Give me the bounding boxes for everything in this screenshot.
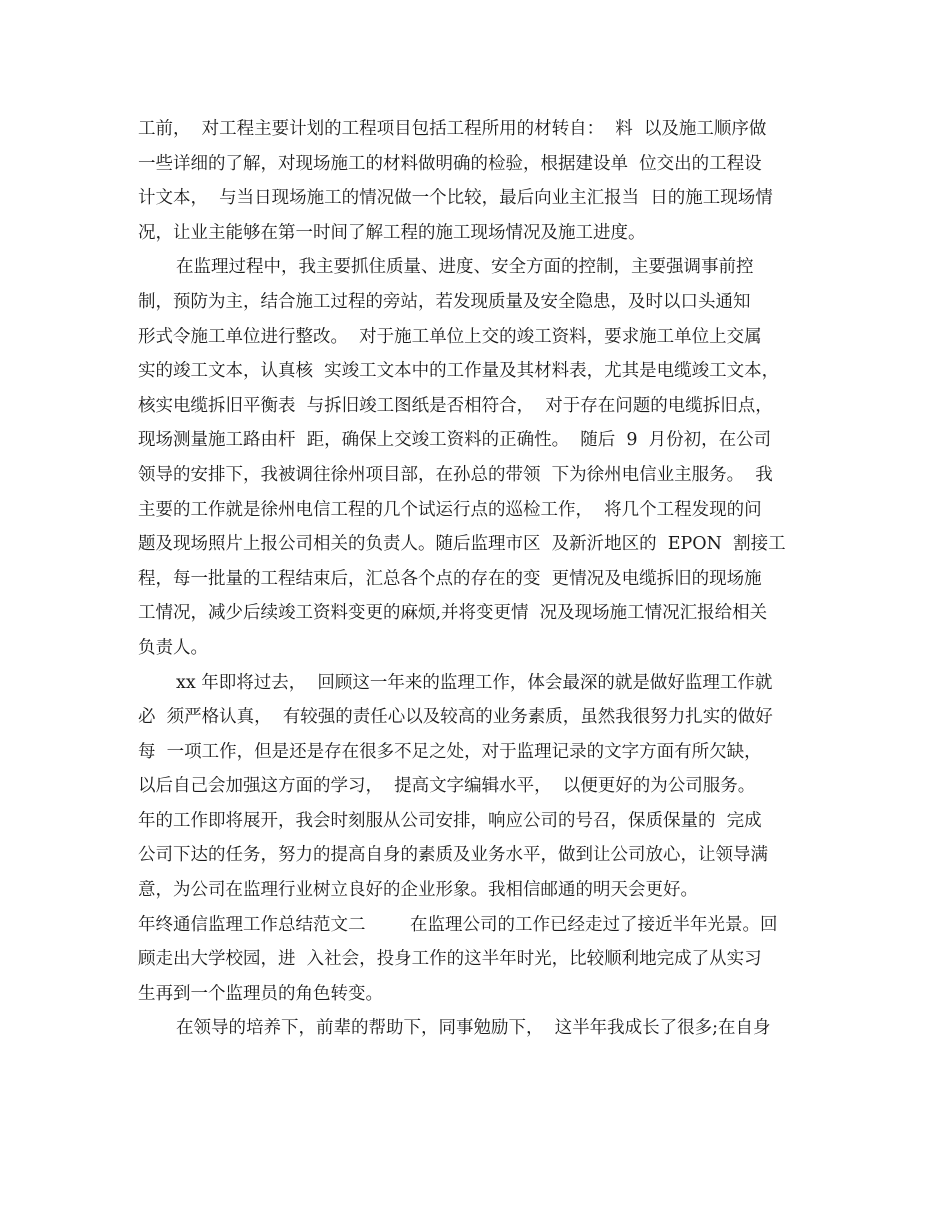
text-line: 在监理过程中，我主要抓住质量、进度、安全方面的控制，主要强调事前控 [176,257,754,278]
text-line: 年终通信监理工作总结范文二 在监理公司的工作已经走过了接近半年光景。回 [138,914,778,935]
text-line: 领导的安排下，我被调往徐州项目部，在孙总的带领 下为徐州电信业主服务。 我 [138,464,773,485]
text-line: 生再到一个监理员的角色转变。 [138,983,383,1004]
text-line: 程，每一批量的工程结束后，汇总各个点的存在的变 更情况及电缆拆旧的现场施 [138,568,762,589]
text-line: 每 一项工作，但是还是存在很多不足之处，对于监理记录的文字方面有所欠缺， [138,741,762,762]
text-line: 工情况，减少后续竣工资料变更的麻烦,并将变更情 况及现场施工情况汇报给相关 [138,603,768,624]
text-line: 必 须严格认真， 有较强的责任心以及较高的业务素质，虽然我很努力扎实的做好 [138,707,773,728]
text-line: 年的工作即将展开，我会时刻服从公司安排，响应公司的号召，保质保量的 完成 [138,810,762,831]
text-line: 工前， 对工程主要计划的工程项目包括工程所用的材转自： 料 以及施工顺序做 [138,119,767,139]
text-line: 计文本， 与当日现场施工的情况做一个比较，最后向业主汇报当 日的施工现场情 [138,188,773,209]
text-line: 核实电缆拆旧平衡表 与拆旧竣工图纸是否相符合， 对于存在问题的电缆拆旧点， [138,395,773,416]
text-line: xx 年即将过去， 回顾这一年来的监理工作，体会最深的就是做好监理工作就 [176,672,773,693]
text-line: 负责人。 [138,637,208,658]
text-line: 现场测量施工路由杆 距，确保上交竣工资料的正确性。 随后 9 月份初，在公司 [138,430,772,451]
text-line: 题及现场照片上报公司相关的负责人。随后监理市区 及新沂地区的 EPON 割接工 [138,534,786,555]
text-line: 制，预防为主，结合施工过程的旁站，若发现质量及安全隐患，及时以口头通知 [138,291,751,312]
text-line: 公司下达的任务，努力的提高自身的素质及业务水平，做到让公司放心，让领导满 [138,845,768,866]
text-line: 意，为公司在监理行业树立良好的企业形象。我相信邮通的明天会更好。 [138,880,698,901]
text-line: 以后自己会加强这方面的学习， 提高文字编辑水平， 以便更好的为公司服务。 [138,776,756,797]
text-line: 实的竣工文本，认真核 实竣工文本中的工作量及其材料表，尤其是电缆竣工文本， [138,361,780,382]
document-body [138,112,814,1046]
text-line: 一些详细的了解，对现场施工的材料做明确的检验，根据建设单 位交出的工程设 [138,153,762,174]
text-line: 形式令施工单位进行整改。 对于施工单位上交的竣工资料，要求施工单位上交属 [138,326,762,347]
text-line: 顾走出大学校园，进 入社会，投身工作的这半年时光，比较顺利地完成了从实习 [138,949,762,970]
text-line: 主要的工作就是徐州电信工程的几个试运行点的巡检工作， 将几个工程发现的问 [138,499,762,520]
text-line: 在领导的培养下，前辈的帮助下，同事勉励下， 这半年我成长了很多;在自身 [176,1018,771,1039]
text-line: 况，让业主能够在第一时间了解工程的施工现场情况及施工进度。 [138,222,646,243]
